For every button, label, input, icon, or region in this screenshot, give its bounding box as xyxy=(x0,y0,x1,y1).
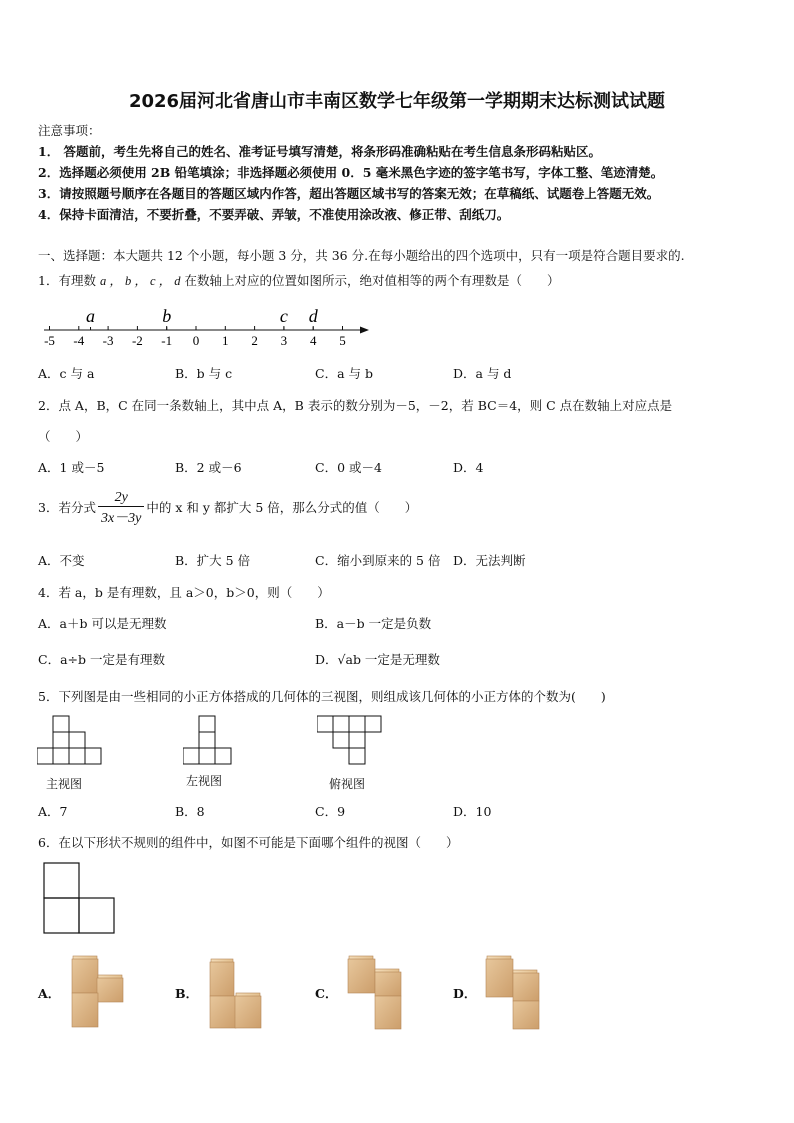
point-d-label: d xyxy=(308,306,318,326)
q4-option-b[interactable]: B．a－b 一定是负数 xyxy=(315,616,432,631)
q6-option-d-blocks xyxy=(482,953,542,1031)
q2-stem: 2．点 A，B，C 在同一条数轴上，其中点 A，B 表示的数分别为－5，－2，若 BC＝4，则 C 点在数轴上对应点是 xyxy=(38,398,673,413)
q5-option-b[interactable]: B．8 xyxy=(175,804,205,819)
axis-tick-label: 0 xyxy=(192,333,200,348)
top-view-figure xyxy=(317,715,385,767)
axis-tick-label: -5 xyxy=(44,333,55,348)
q1-option-a[interactable]: A．c 与 a xyxy=(38,366,95,381)
q6-option-a-blocks xyxy=(68,953,126,1031)
q5-option-c[interactable]: C．9 xyxy=(315,804,346,819)
note-item-4: 4．保持卡面清洁，不要折叠，不要弄破、弄皱，不准使用涂改液、修正带、刮纸刀。 xyxy=(38,207,510,222)
axis-tick-label: 2 xyxy=(251,333,258,348)
axis-tick-label: -2 xyxy=(131,333,143,348)
axis-tick-label: -1 xyxy=(161,333,173,348)
q6-option-b[interactable]: B． xyxy=(175,986,199,1001)
axis-tick-label: 1 xyxy=(222,333,229,348)
axis-tick-label: -3 xyxy=(102,333,114,348)
q4-option-c[interactable]: C．a÷b 一定是有理数 xyxy=(38,652,165,667)
q6-view-figure xyxy=(43,862,117,936)
q3-option-d[interactable]: D．无法判断 xyxy=(453,553,526,568)
q6-option-d[interactable]: D． xyxy=(453,986,477,1001)
left-view-figure xyxy=(183,715,235,767)
q1-option-c[interactable]: C．a 与 b xyxy=(315,366,373,381)
q2-option-a[interactable]: A．1 或－5 xyxy=(38,460,105,475)
q5-option-a[interactable]: A．7 xyxy=(38,804,68,819)
axis-tick-label: 5 xyxy=(339,333,346,348)
q6-stem: 6．在以下形状不规则的组件中，如图不可能是下面哪个组件的视图（ ） xyxy=(38,835,459,850)
q6-option-c[interactable]: C． xyxy=(315,986,338,1001)
q5-option-d[interactable]: D．10 xyxy=(453,804,492,819)
q3-fraction-denominator: 3x－3y xyxy=(100,511,142,526)
point-c-label: c xyxy=(279,306,288,326)
axis-arrow-icon xyxy=(360,327,369,334)
q2-option-d[interactable]: D．4 xyxy=(453,460,484,475)
point-b-label: b xyxy=(162,306,172,326)
q6-option-c-blocks xyxy=(344,953,404,1031)
q1-stem xyxy=(38,271,560,289)
q1-stem-prefix: 1．有理数 xyxy=(38,273,96,288)
q3-fraction-numerator: 2y xyxy=(98,490,144,507)
q4-stem: 4．若 a，b 是有理数，且 a＞0，b＞0，则（ ） xyxy=(38,585,330,600)
q2-paren: （ ） xyxy=(38,429,89,444)
q1-number-line xyxy=(36,300,376,350)
q5-stem: 5．下列图是由一些相同的小正方体搭成的几何体的三视图，则组成该几何体的小正方体的个数为( ) xyxy=(38,689,606,704)
q3-stem xyxy=(38,490,417,527)
notes-heading: 注意事项： xyxy=(38,123,101,138)
note-item-1: 1． 答题前，考生先将自己的姓名、准考证号填写清楚，将条形码准确粘贴在考生信息条形码粘贴区。 xyxy=(38,144,602,159)
q6-option-b-blocks xyxy=(206,956,264,1032)
axis-tick-label: 3 xyxy=(280,333,288,348)
q3-stem-suffix: 中的 x 和 y 都扩大 5 倍，那么分式的值（ ） xyxy=(146,500,418,515)
q1-variables: a ， b ， c ， d xyxy=(99,274,181,288)
axis-tick-label: 4 xyxy=(309,333,317,348)
q3-option-a[interactable]: A．不变 xyxy=(38,553,85,568)
q1-stem-suffix: 在数轴上对应的位置如图所示，绝对值相等的两个有理数是（ ） xyxy=(184,273,560,288)
q6-option-a[interactable]: A． xyxy=(38,986,61,1001)
q4-option-d[interactable]: D．√ab 一定是无理数 xyxy=(315,652,440,667)
q3-fraction xyxy=(98,490,144,527)
note-item-3: 3．请按照题号顺序在各题目的答题区域内作答，超出答题区域书写的答案无效；在草稿纸、试题卷上答题无效。 xyxy=(38,186,660,201)
page-title: 2026届河北省唐山市丰南区数学七年级第一学期期末达标测试试题 xyxy=(128,91,666,112)
front-view-figure xyxy=(37,715,105,767)
axis-tick-label: -4 xyxy=(73,333,85,348)
q3-option-b[interactable]: B．扩大 5 倍 xyxy=(175,553,251,568)
section-heading: 一、选择题：本大题共 12 个小题，每小题 3 分，共 36 分.在每小题给出的四个选项中，只有一项是符合题目要求的. xyxy=(38,248,685,263)
q4-option-a[interactable]: A．a＋b 可以是无理数 xyxy=(38,616,167,631)
q2-option-b[interactable]: B．2 或－6 xyxy=(175,460,242,475)
note-item-2: 2．选择题必须使用 2B 铅笔填涂；非选择题必须使用 0．5 毫米黑色字迹的签字笔书写，字体工整、笔迹清楚。 xyxy=(38,165,664,180)
front-view-label: 主视图 xyxy=(46,777,83,791)
q2-option-c[interactable]: C．0 或－4 xyxy=(315,460,382,475)
q1-option-b[interactable]: B．b 与 c xyxy=(175,366,233,381)
top-view-label: 俯视图 xyxy=(329,777,366,791)
q3-option-c[interactable]: C．缩小到原来的 5 倍 xyxy=(315,553,441,568)
q3-stem-prefix: 3．若分式 xyxy=(38,500,96,515)
left-view-label: 左视图 xyxy=(186,774,223,788)
point-a-label: a xyxy=(86,306,96,326)
q1-option-d[interactable]: D．a 与 d xyxy=(453,366,512,381)
